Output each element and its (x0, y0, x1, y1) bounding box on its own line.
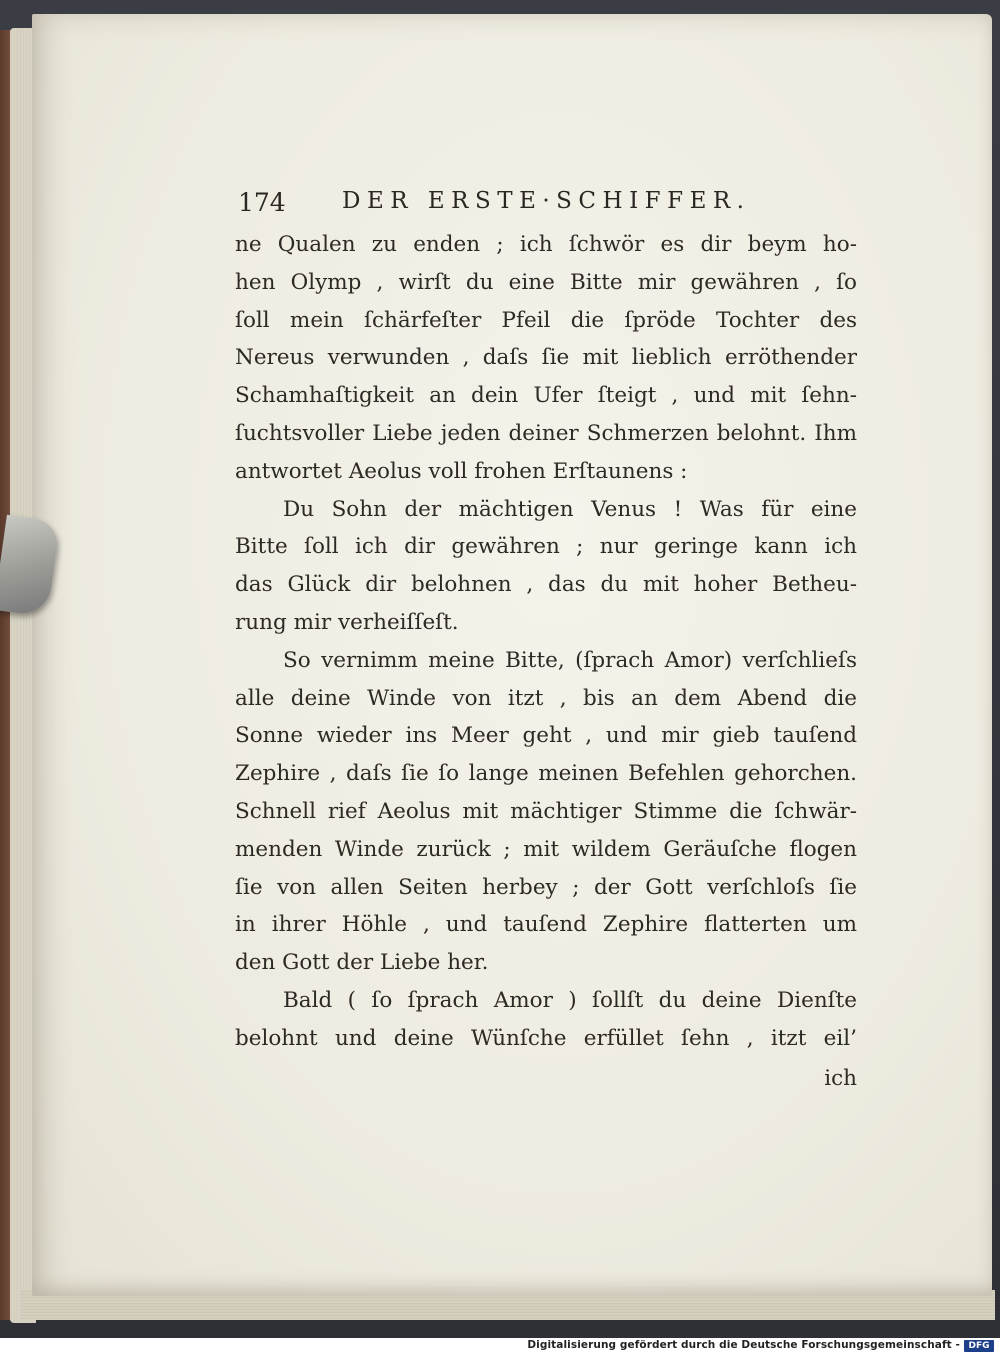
text-line: Du Sohn der mächtigen Venus ! Was für eine (283, 496, 857, 522)
text-line: Schnell rief Aeolus mit mächtiger Stimme die ſchwär- (235, 798, 857, 824)
text-line: belohnt und deine Wünſche erfüllet ſehn , itzt eil’ (235, 1025, 857, 1051)
text-line: den Gott der Liebe her. (235, 950, 489, 976)
text-line: ſuchtsvoller Liebe jeden deiner Schmerzen belohnt. Ihm (235, 420, 857, 446)
text-line: antwortet Aeolus voll frohen Erſtaunens : (235, 458, 688, 484)
text-line: ne Qualen zu enden ; ich ſchwör es dir beym ho- (235, 232, 857, 257)
text-line: in ihrer Höhle , und tauſend Zephire flatterten um (235, 912, 857, 938)
text-line: So vernimm meine Bitte, (ſprach Amor) verſchlieſs (283, 647, 857, 673)
text-line: Schamhaſtigkeit an dein Ufer ſteigt , und mit ſehn- (235, 383, 857, 409)
dfg-logo: DFG (964, 1340, 994, 1352)
text-line: ſie von allen Seiten herbey ; der Gott verſchloſs ſie (235, 874, 857, 900)
text-line: rung mir verheiſſeſt. (235, 609, 459, 635)
text-line: Nereus verwunden , daſs ſie mit lieblich erröthender (235, 345, 857, 371)
text-line: Sonne wieder ins Meer geht , und mir gieb tauſend (235, 723, 857, 749)
text-line: alle deine Winde von itzt , bis an dem Abend die (235, 685, 857, 711)
text-line: Bald ( ſo ſprach Amor ) ſollſt du deine Dienſte (283, 987, 857, 1013)
text-line: menden Winde zurück ; mit wildem Geräuſche flogen (235, 836, 857, 862)
footer-bar (0, 1338, 1000, 1355)
running-title: DER ERSTE·SCHIFFER. (342, 188, 751, 214)
text-line: hen Olymp , wirſt du eine Bitte mir gewähren , ſo (235, 269, 857, 295)
running-head (238, 186, 778, 226)
text-line: Zephire , daſs ſie ſo lange meinen Befehlen gehorchen. (235, 761, 857, 787)
catchword: ich (824, 1065, 857, 1091)
text-line: das Glück dir belohnen , das du mit hoher Betheu- (235, 572, 857, 598)
text-line: Bitte ſoll ich dir gewähren ; nur geringe kann ich (235, 534, 857, 560)
funding-credit: Digitalisierung gefördert durch die Deutsche Forschungsgemeinschaft - (527, 1339, 960, 1351)
page-number: 174 (238, 188, 286, 217)
text-line: ſoll mein ſchärfeſter Pfeil die ſpröde Tochter des (235, 307, 857, 333)
body-text (235, 226, 857, 1097)
